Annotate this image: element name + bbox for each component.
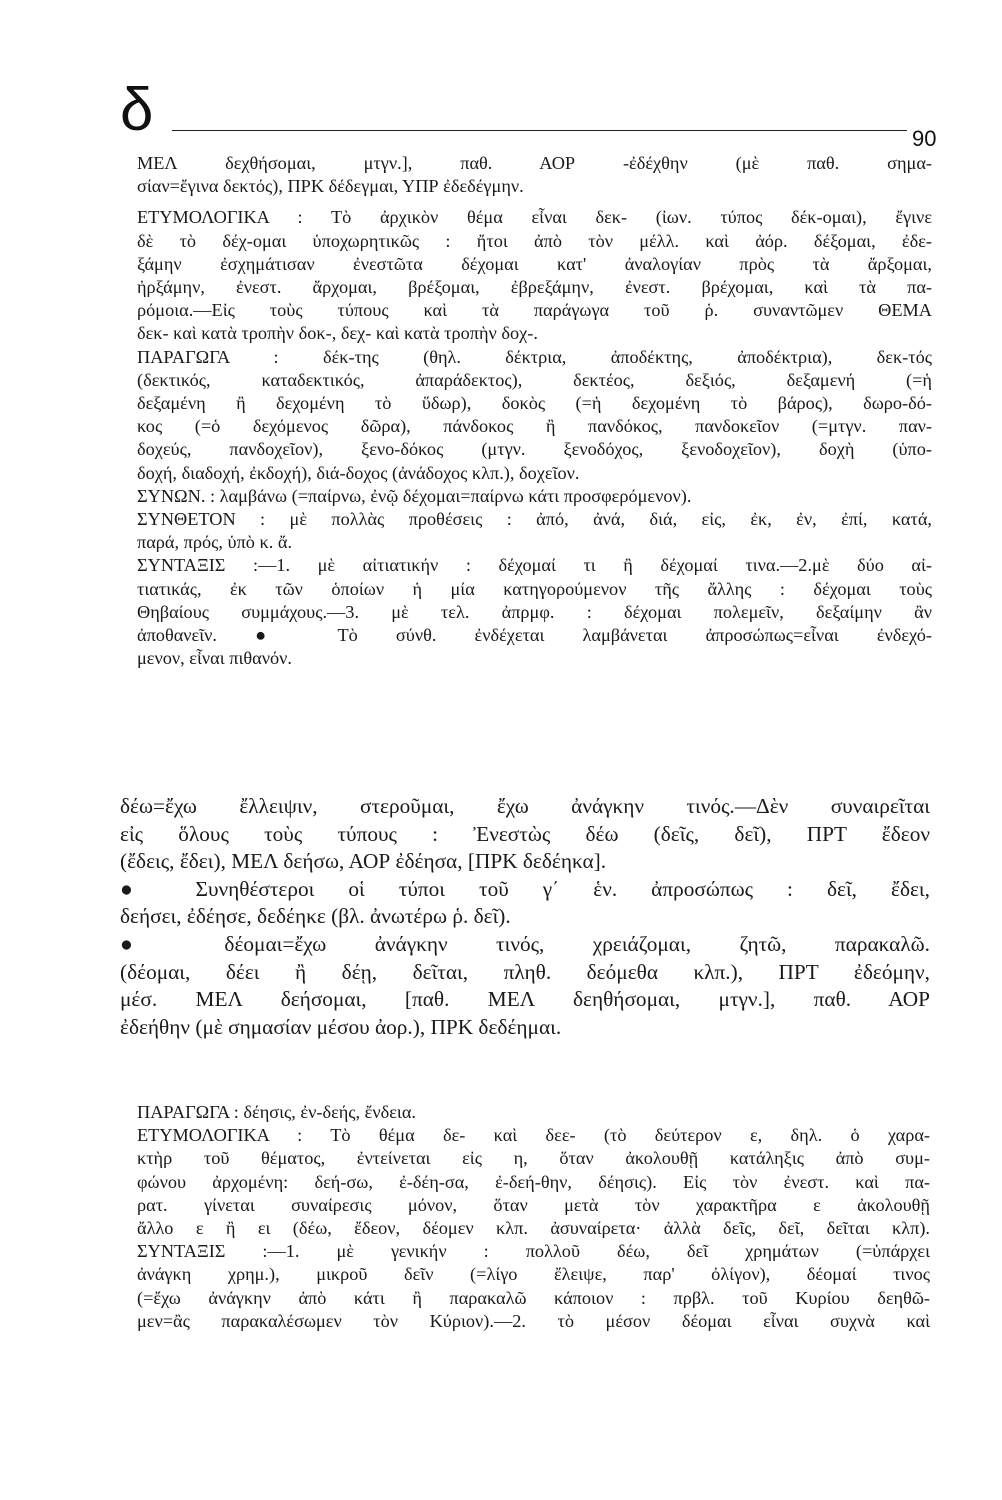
text-line: Θηβαίους συμμάχους.—3. μὲ τελ. ἀπρμφ. : δέχομαι πολεμεῖν, δεξαίμην ἂν [137,601,932,622]
text-line: σίαν=ἔγινα δεκτός), ΠΡΚ δέδεγμαι, ΥΠΡ ἐδεδέγμην. [137,176,524,197]
text-line: ● δέομαι=ἔχω ἀνάγκην τινός, χρειάζομαι, ζητῶ, παρακαλῶ. [120,931,930,956]
text-line: δεξαμένη ἢ δεχομένη τὸ ὕδωρ), δοκὸς (=ἡ δεχομένη τὸ βάρος), δωρο-δό- [137,393,932,414]
text-line: (δεκτικός, καταδεκτικός, ἀπαράδεκτος), δεκτέος, δεξιός, δεξαμενή (=ἡ [137,369,932,390]
text-line: δοχεύς, πανδοχεῖον), ξενο-δόκος (μτγν. ξενοδόχος, ξενοδοχεῖον), δοχὴ (ὑπο- [137,439,932,460]
page-number: 90 [912,126,937,151]
text-line: ΣΥΝΘΕΤΟΝ : μὲ πολλὰς προθέσεις : ἀπό, ἀνά, διά, εἰς, ἐκ, ἐν, ἐπί, κατά, [137,509,932,530]
text-line: ΣΥΝΤΑΞΙΣ :—1. μὲ γενικήν : πολλοῦ δέω, δεῖ χρημάτων (=ὑπάρχει [137,1241,930,1262]
text-line: ρατ. γίνεται συναίρεσις μόνον, ὅταν μετὰ τὸν χαρακτῆρα ε ἀκολουθῇ [137,1194,930,1215]
section-letter: δ [120,76,154,143]
text-line: εἰς ὅλους τοὺς τύπους : Ἐνεστὼς δέω (δεῖς, δεῖ), ΠΡΤ ἔδεον [120,821,930,846]
text-line: κτὴρ τοῦ θέματος, ἐντείνεται εἰς η, ὅταν ἀκολουθῇ κατάληξις ἀπὸ συμ- [137,1148,930,1169]
text-line: ΠΑΡΑΓΩΓΑ : δέκ-της (θηλ. δέκτρια, ἀποδέκτης, ἀποδέκτρια), δεκ-τός [137,346,932,367]
entry-dechomai-continuation [137,152,932,670]
text-line: φώνου ἀρχομένη: δεή-σω, ἐ-δέη-σα, ἐ-δεή-θην, δέησις). Εἰς τὸν ἐνεστ. καὶ πα- [137,1171,930,1192]
text-line: ρόμοια.—Εἰς τοὺς τύπους καὶ τὰ παράγωγα τοῦ ῥ. συναντῶμεν ΘΕΜΑ [137,300,932,321]
text-line: ΠΑΡΑΓΩΓΑ : δέησις, ἐν-δεής, ἔνδεια. [137,1102,416,1122]
text-line: (=ἔχω ἀνάγκην ἀπὸ κάτι ἢ παρακαλῶ κάποιον : πρβλ. τοῦ Κυρίου δεηθῶ- [137,1287,930,1308]
text-line: (ἔδεις, ἔδει), ΜΕΛ δεήσω, ΑΟΡ ἐδέησα, [ΠΡΚ δεδέηκα]. [120,849,607,874]
entry-deo [120,793,930,1041]
entry-deo-notes [120,1101,930,1333]
text-line: ΜΕΛ δεχθήσομαι, μτγν.], παθ. ΑΟΡ -ἐδέχθην (μὲ παθ. σημα- [137,153,932,173]
text-line: ἠρξάμην, ἐνεστ. ἄρχομαι, βρέξομαι, ἐβρεξάμην, ἐνεστ. βρέχομαι, καὶ τὰ πα- [137,277,932,298]
text-line: παρά, πρός, ὑπὸ κ. ἄ. [137,532,293,553]
text-line: ΕΤΥΜΟΛΟΓΙΚΑ : Τὸ ἀρχικὸν θέμα εἶναι δεκ- (ἰων. τύπος δέκ-ομαι), ἔγινε [137,207,932,228]
text-line: ● Συνηθέστεροι οἱ τύποι τοῦ γ΄ ἑν. ἀπροσώπως : δεῖ, ἔδει, [120,876,930,901]
text-line: ἄλλο ε ἢ ει (δέω, ἔδεον, δέομεν κλπ. ἀσυναίρετα· ἀλλὰ δεῖς, δεῖ, δεῖται κλπ). [137,1218,930,1239]
headword-line: δέω=ἔχω ἔλλειψιν, στεροῦμαι, ἔχω ἀνάγκην τινός.—Δὲν συναιρεῖται [120,794,930,818]
text-line: μέσ. ΜΕΛ δεήσομαι, [παθ. ΜΕΛ δεηθήσομαι, μτγν.], παθ. ΑΟΡ [120,987,930,1012]
text-line: ἀνάγκη χρημ.), μικροῦ δεῖν (=λίγο ἔλειψε, παρ' ὀλίγον), δέομαί τινος [137,1264,930,1285]
text-line: τιατικάς, ἐκ τῶν ὁποίων ἡ μία κατηγορούμενον τῆς ἄλλης : δέχομαι τοὺς [137,578,932,599]
text-line: ξάμην ἐσχημάτισαν ἐνεστῶτα δέχομαι κατ' ἀναλογίαν πρὸς τὰ ἄρξομαι, [137,253,932,274]
text-line: δεήσει, ἐδέησε, δεδέηκε (βλ. ἀνωτέρω ῥ. δεῖ). [120,904,511,929]
text-line: μενον, εἶναι πιθανόν. [137,648,292,669]
text-line: δεκ- καὶ κατὰ τροπὴν δοκ-, δεχ- καὶ κατὰ τροπὴν δοχ-. [137,323,538,344]
text-line: ΣΥΝΤΑΞΙΣ :—1. μὲ αἰτιατικήν : δέχομαί τι ἢ δέχομαί τινα.—2.μὲ δύο αἰ- [137,555,932,576]
text-line: ΣΥΝΩΝ. : λαμβάνω (=παίρνω, ἐνῷ δέχομαι=παίρνω κάτι προσφερόμενον). [137,485,692,506]
text-line: ἀποθανεῖν. ● Τὸ σύνθ. ἐνδέχεται λαμβάνεται ἀπροσώπως=εἶναι ἐνδεχό- [137,625,932,646]
text-line: δὲ τὸ δέχ-ομαι ὑποχωρητικῶς : ἤτοι ἀπὸ τὸν μέλλ. καὶ ἀόρ. δέξομαι, ἐδε- [137,230,932,251]
text-line: ΕΤΥΜΟΛΟΓΙΚΑ : Τὸ θέμα δε- καὶ δεε- (τὸ δεύτερον ε, δηλ. ὁ χαρα- [137,1125,930,1146]
text-line: κος (=ὁ δεχόμενος δῶρα), πάνδοκος ἢ πανδόκος, πανδοκεῖον (=μτγν. παν- [137,416,932,437]
text-line: μεν=ἂς παρακαλέσωμεν τὸν Κύριον).—2. τὸ μέσον δέομαι εἶναι συχνὰ καὶ [137,1310,930,1331]
text-line: (δέομαι, δέει ἢ δέῃ, δεῖται, πληθ. δεόμεθα κλπ.), ΠΡΤ ἐδεόμην, [120,959,930,984]
text-line: ἐδεήθην (μὲ σημασίαν μέσου ἀορ.), ΠΡΚ δεδέημαι. [120,1014,562,1039]
header-rule [172,130,907,131]
text-line: δοχή, διαδοχή, ἐκδοχή), διά-δοχος (ἀνάδοχος κλπ.), δοχεῖον. [137,462,580,483]
